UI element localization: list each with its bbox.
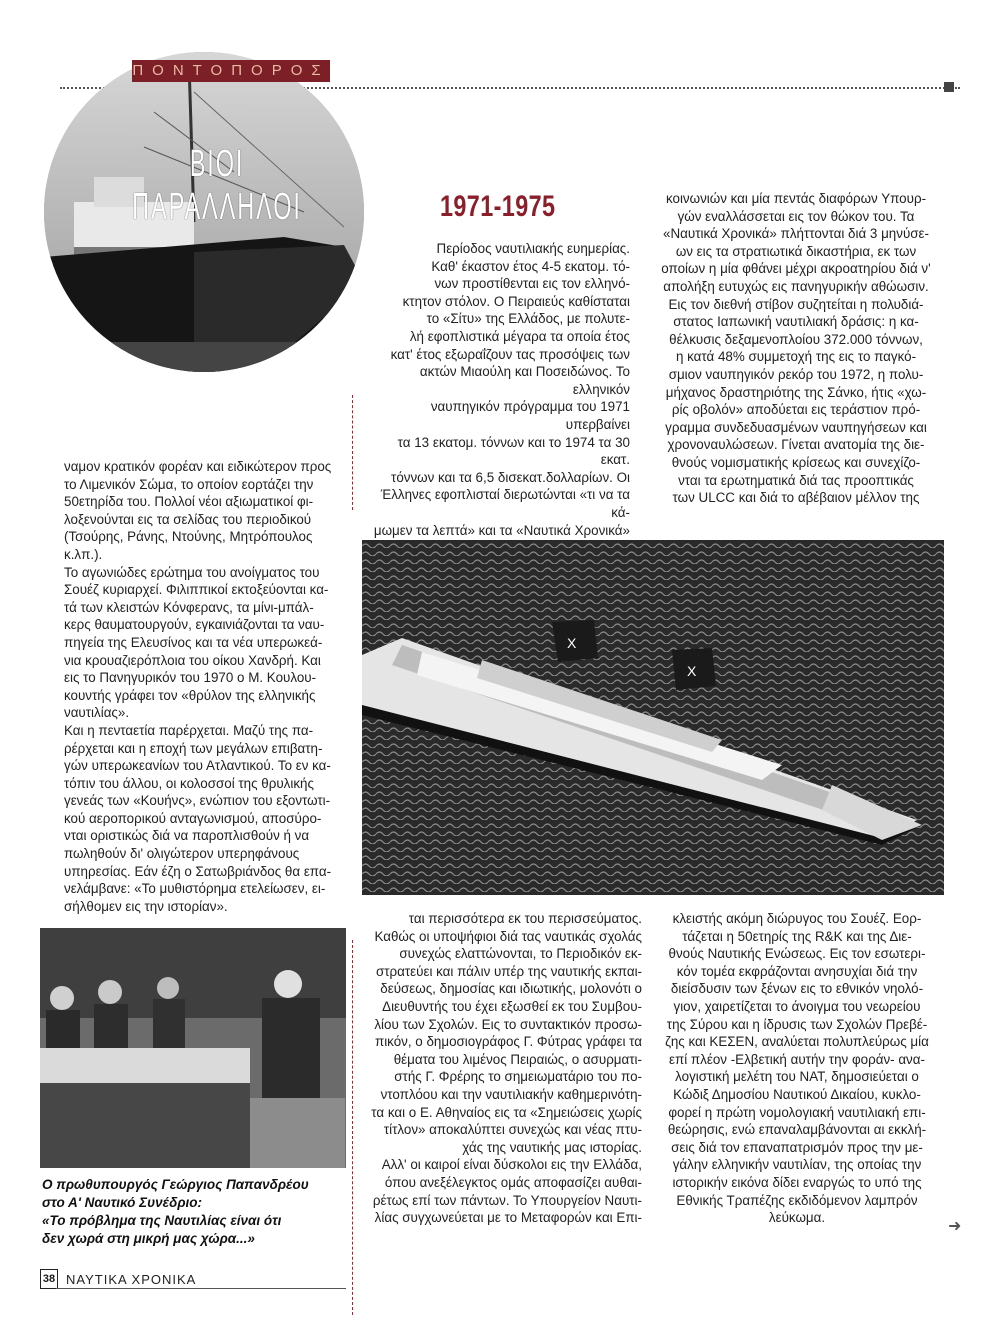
article-line: στρατεύει και πάλιν υπέρ της ναυτικής εκπαι- [375, 963, 642, 979]
article-line: Διευθυντής του έχει εξωσθεί εκ του Συμβου- [382, 998, 642, 1014]
article-line: «Ναυτικά Χρονικά» πλήττονται διά 3 μηνύσε- [663, 226, 929, 242]
article-line: τόπιν του άλλου, οι κολοσσοί της θρυλικής [64, 775, 314, 791]
article-line: ναμον κρατικόν φορέαν και ειδικώτερον προς [64, 459, 332, 474]
article-line: στατος Ιαπωνική ναυτιλιακή δράσις: η κα- [673, 314, 919, 330]
article-line: Κώδιξ Δημοσίου Ναυτικού Δικαίου, κυκλο- [673, 1086, 921, 1102]
article-line: πωληθούν δι' ολιγώτερον υπερηφάνους [64, 846, 300, 862]
prime-minister-speech-image [40, 928, 346, 1168]
article-line: θέλκυσις δεξαμενοπλοίου 372.000 τόννων, [669, 331, 923, 347]
article-line: τα 13 εκατομ. τόννων και το 1974 τα 30 εκατ. [397, 434, 630, 468]
article-line: η κατά 48% συμμετοχή της εις το παγκό- [675, 349, 917, 365]
article-line: διείσδυσιν των ξένων εις το εθνικόν νηολό- [670, 981, 924, 997]
column-divider-top [352, 395, 353, 510]
article-line: Περίοδος ναυτιλιακής ευημερίας. [436, 241, 630, 256]
article-line: μωμεν τα λεπτά» και τα «Ναυτικά Χρονικά» [373, 522, 630, 538]
article-line: στής Γ. Φρέρης το σημειωματάριο του πο- [394, 1069, 642, 1085]
article-line: θνούς νομισματικής κρίσεως και συνεχίζο- [671, 454, 921, 470]
article-line: ται περισσότερα εκ του περισσεύματος. [408, 911, 642, 926]
article-line: γών υπερωκεανίων του Ατλαντικού. Το εν κα- [64, 758, 331, 774]
article-line: των ULCC και διά το αβέβαιον μέλλον της [672, 490, 920, 506]
article-line: κοινωνιών και μία πεντάς διαφόρων Υπουρ- [665, 191, 927, 206]
article-line: της Σύρου και η ίδρυσις των Σχολών Πρεβέ- [666, 1016, 928, 1032]
article-line: τάζεται η 50ετηρίς της R&K και της Διε- [682, 928, 912, 944]
page-number: 38 [40, 1269, 58, 1289]
magazine-name: ΝΑΥΤΙΚΑ ΧΡΟΝΙΚΑ [66, 1272, 197, 1287]
article-line: Το αγωνιώδες ερώτημα του ανοίγματος του [64, 564, 320, 580]
article-line: όπου ανεξέλεγκτος ομάς αποφασίζει αυθαι- [384, 1174, 642, 1190]
article-line: εις το Πανηγυρικόν του 1970 ο Μ. Κουλου- [64, 670, 317, 686]
article-line: γών εναλλάσσεται εις τον θώκον του. Τα [677, 208, 915, 224]
article-line: Σουέζ κυριαρχεί. Φιλιππικοί εκτοξεύονται κα- [64, 582, 329, 598]
article-line: υπηρεσίας. Εάν έζη ο Σατωβριάνδος θα επα- [64, 863, 332, 879]
article-line: ων εις τα στρατιωτικά δικαστήρια, εκ των [675, 243, 917, 259]
article-line: λοξενούνται εις τα σελίδας του περιοδικού [64, 511, 312, 527]
article-line: μήχανος δραστηριότης της Σάνκο, ήτις «χω- [665, 384, 927, 400]
article-line: φορεί η πρώτη νομολογιακή ναυτιλιακή επι- [668, 1104, 926, 1120]
article-line: κ.λπ.). [64, 546, 103, 562]
article-line: ιστορικήν εικόνα δίδει εναργώς το υπό της [672, 1174, 922, 1190]
svg-text:X: X [687, 663, 697, 679]
article-line: Εθνικής Τραπέζης εκδιδόμενον λαμπρόν [676, 1192, 918, 1208]
article-line: ρίς οβολόν» αποδύεται εις τεράστιον πρό- [671, 402, 921, 418]
svg-text:X: X [567, 635, 577, 651]
article-line: απολήξη ευτυχώς εις πανηγυρικήν αθώωσιν. [663, 278, 929, 294]
article-line: νων προστίθενται εις τον ελληνό- [434, 276, 630, 292]
article-line: ναυπηγικόν πρόγραμμα του 1971 υπερβαίνει [430, 399, 630, 432]
article-line: θνούς Ναυτικής Ενώσεως. Εις τον εσωτερι- [668, 946, 926, 962]
section-label-box [132, 60, 330, 82]
caption-line: «Το πρόβλημα της Ναυτιλίας είναι ότι [42, 1213, 282, 1228]
article-line: λίου των Σχολών. Εις το συντακτικόν προσω- [374, 1016, 642, 1032]
column-divider-bottom [352, 940, 353, 1315]
article-line: (Τσούρης, Ράνης, Ντούνης, Μητρόπουλος [64, 529, 313, 545]
article-line: κλειστής ακόμη διώρυγος του Σουέζ. Εορ- [672, 911, 922, 926]
article-line: θέματα του λιμένος Πειραιώς, ο ασυρματι- [393, 1051, 642, 1067]
article-line: γενεάς των «Κουήνς», ενώπιον του εξοντωτι- [64, 793, 331, 809]
caption-line: Ο πρωθυπουργός Γεώργιος Παπανδρέου [42, 1177, 309, 1192]
article-line: ντοπλόου και την ναυτιλιακήν καθημερινότη- [380, 1086, 642, 1102]
article-line: νται οριστικώς διά να παροπλισθούν ή να [64, 828, 310, 844]
article-line: σμιον ναυπηγικόν ρεκόρ του 1972, η πολυ- [668, 366, 924, 382]
article-line: τόννων και τα 6,5 δισεκατ.δολλαρίων. Οι [391, 469, 630, 485]
article-column-left [64, 458, 346, 915]
article-line: λεύκωμα. [768, 1210, 826, 1226]
article-line: συνεχώς ελαττώνονται, το Περιοδικόν εκ- [399, 946, 642, 962]
article-line: ακτών Μιαούλη και Ποσειδώνος. Το ελληνικόν [419, 364, 630, 397]
article-line: τα και ο Ε. Αθηναίος εις τα «Σημειώσεις χωρίς [371, 1104, 642, 1120]
article-line: πικόν, ο δημοσιογράφος Γ. Φύτρας γράφει τα [374, 1034, 642, 1050]
article-line: Καθ' έκαστον έτος 4-5 εκατομ. τό- [431, 258, 630, 274]
ocean-liner-aerial-image [362, 540, 944, 895]
article-line: κτητον στόλον. Ο Πειραιεύς καθίσταται [402, 293, 630, 309]
article-line: λή εφοπλιστικά μέγαρα τα οποία έτος [409, 328, 630, 344]
article-line: κού αεροπορικού ανταγωνισμού, αποσύρο- [64, 810, 322, 826]
article-line: οποίων η μία φθάνει μέχρι ακροατηρίου διά ν' [661, 261, 931, 277]
header-rule-end [944, 82, 954, 92]
article-line: 50ετηρίδα του. Πολλοί νέοι αξιωματικοί φι- [64, 494, 314, 510]
article-line: Και η πενταετία παρέρχεται. Μαζύ της πα- [64, 722, 314, 738]
feature-title-text: ΒΙΟΙ ΠΑΡΑΛΛΗΛΟΙ [132, 143, 302, 228]
article-line: Καθώς οι υποψήφιοι διά τας ναυτικάς σχολάς [374, 928, 642, 944]
article-column-bottom-middle [362, 910, 642, 1227]
caption-line: στο Α' Ναυτικό Συνέδριο: [42, 1195, 203, 1210]
article-line: κερς θαυματουργούν, εγκαινιάζονται τα ναυ- [64, 617, 325, 633]
article-line: κατ' έτος εξωραΐζουν τας προσόψεις των [390, 346, 630, 362]
article-line: λογιστική μελέτη του ΝΑΤ, δημοσιεύεται ο [675, 1069, 919, 1085]
article-line: τίτλον» αποκαλύπτει συνεχώς και νέας πτυ- [383, 1122, 642, 1138]
conference-photo [40, 928, 346, 1168]
article-line: χάς της ναυτικής μας ιστορίας. [462, 1139, 642, 1155]
section-label: ΠΟΝΤΟΠΟΡΟΣ [132, 62, 330, 79]
article-line: γιον, χαιρετίζεται το άνοιγμα του νεωρείου [673, 998, 921, 1014]
feature-title [127, 143, 307, 229]
article-line: δεύσεως, δημοσίας και ιδιωτικής, μολονότι ο [380, 981, 642, 997]
article-line: νται τα ερωτηματικά διά τας προοπτικάς [678, 472, 914, 488]
ocean-liner-photo [362, 540, 944, 895]
continue-arrow-icon: ➜ [948, 1218, 962, 1235]
footer-rule [56, 1288, 346, 1289]
photo-caption [42, 1176, 322, 1248]
article-line: επί πλέον -Ελβετική αυτήν την φοράν- ανα- [669, 1051, 925, 1067]
article-line: ρέτως επί των πάντων. Το Υπουργείον Ναυτι- [372, 1192, 642, 1208]
article-line: το Λιμενικόν Σώμα, το οποίον εορτάζει την [64, 476, 314, 492]
article-line: κόν τομέα εκφράζονται ανησυχίαι διά την [676, 963, 918, 979]
article-line: σήλθομεν εις την ιστορίαν». [64, 898, 228, 914]
article-line: θεώρησις, ενώ επαναλαμβάνονται αι εκκλή- [667, 1122, 927, 1138]
year-heading: 1971-1975 [440, 190, 556, 223]
article-line: τά των κλειστών Κόνφερανς, τα μίνι-μπάλ- [64, 599, 314, 615]
article-line: Αλλ' οι καιροί είναι δύσκολοι εις την Ελλάδα, [381, 1157, 642, 1173]
article-line: πηγεία της Ελευσίνος και τα νέα υπερωκεά- [64, 634, 323, 650]
article-line: ρέρχεται και η εποχή των μεγάλων επιβατη- [64, 740, 323, 756]
article-line: νια κρουαζιερόπλοια του οίκου Χανδρή. Και [64, 652, 321, 668]
article-line: νελάμβανε: «Το μυθιστόρημα ετελείωσεν, ει- [64, 881, 326, 897]
article-column-bottom-right [652, 910, 942, 1227]
article-line: λίας συγχωνεύεται με το Μεταφορών και Επι- [374, 1210, 642, 1226]
article-line: κουντής γράφει τον «θρύλον της ελληνικής [64, 687, 316, 703]
article-line: γάλην ελληνικήν ναυτιλίαν, της οποίας την [672, 1157, 922, 1173]
article-line: ναυτιλίας». [64, 705, 130, 721]
caption-line: δεν χωρά στη μικρή μας χώρα...» [42, 1231, 255, 1246]
article-line: Έλληνες εφοπλισταί διερωτώνται «τι να τα κά- [380, 487, 630, 520]
article-line: ζης και ΚΕΣΕΝ, αναλύεται πολυπλεύρως μία [665, 1034, 929, 1050]
article-line: γραμμα συνδεδυασμένων ναυπηγήσεων και [665, 419, 927, 435]
article-line: χρονοναυλώσεων. Γίνεται ανατομία της διε- [667, 437, 925, 453]
article-line: σεις διά τον επαναπατρισμόν προς την με- [671, 1139, 923, 1155]
article-line: Εις τον διεθνή στίβον συζητείται η πολυδιά- [668, 296, 924, 312]
article-column-top-right [650, 190, 942, 507]
article-line: το «Σίτυ» της Ελλάδος, με πολυτε- [426, 311, 630, 327]
